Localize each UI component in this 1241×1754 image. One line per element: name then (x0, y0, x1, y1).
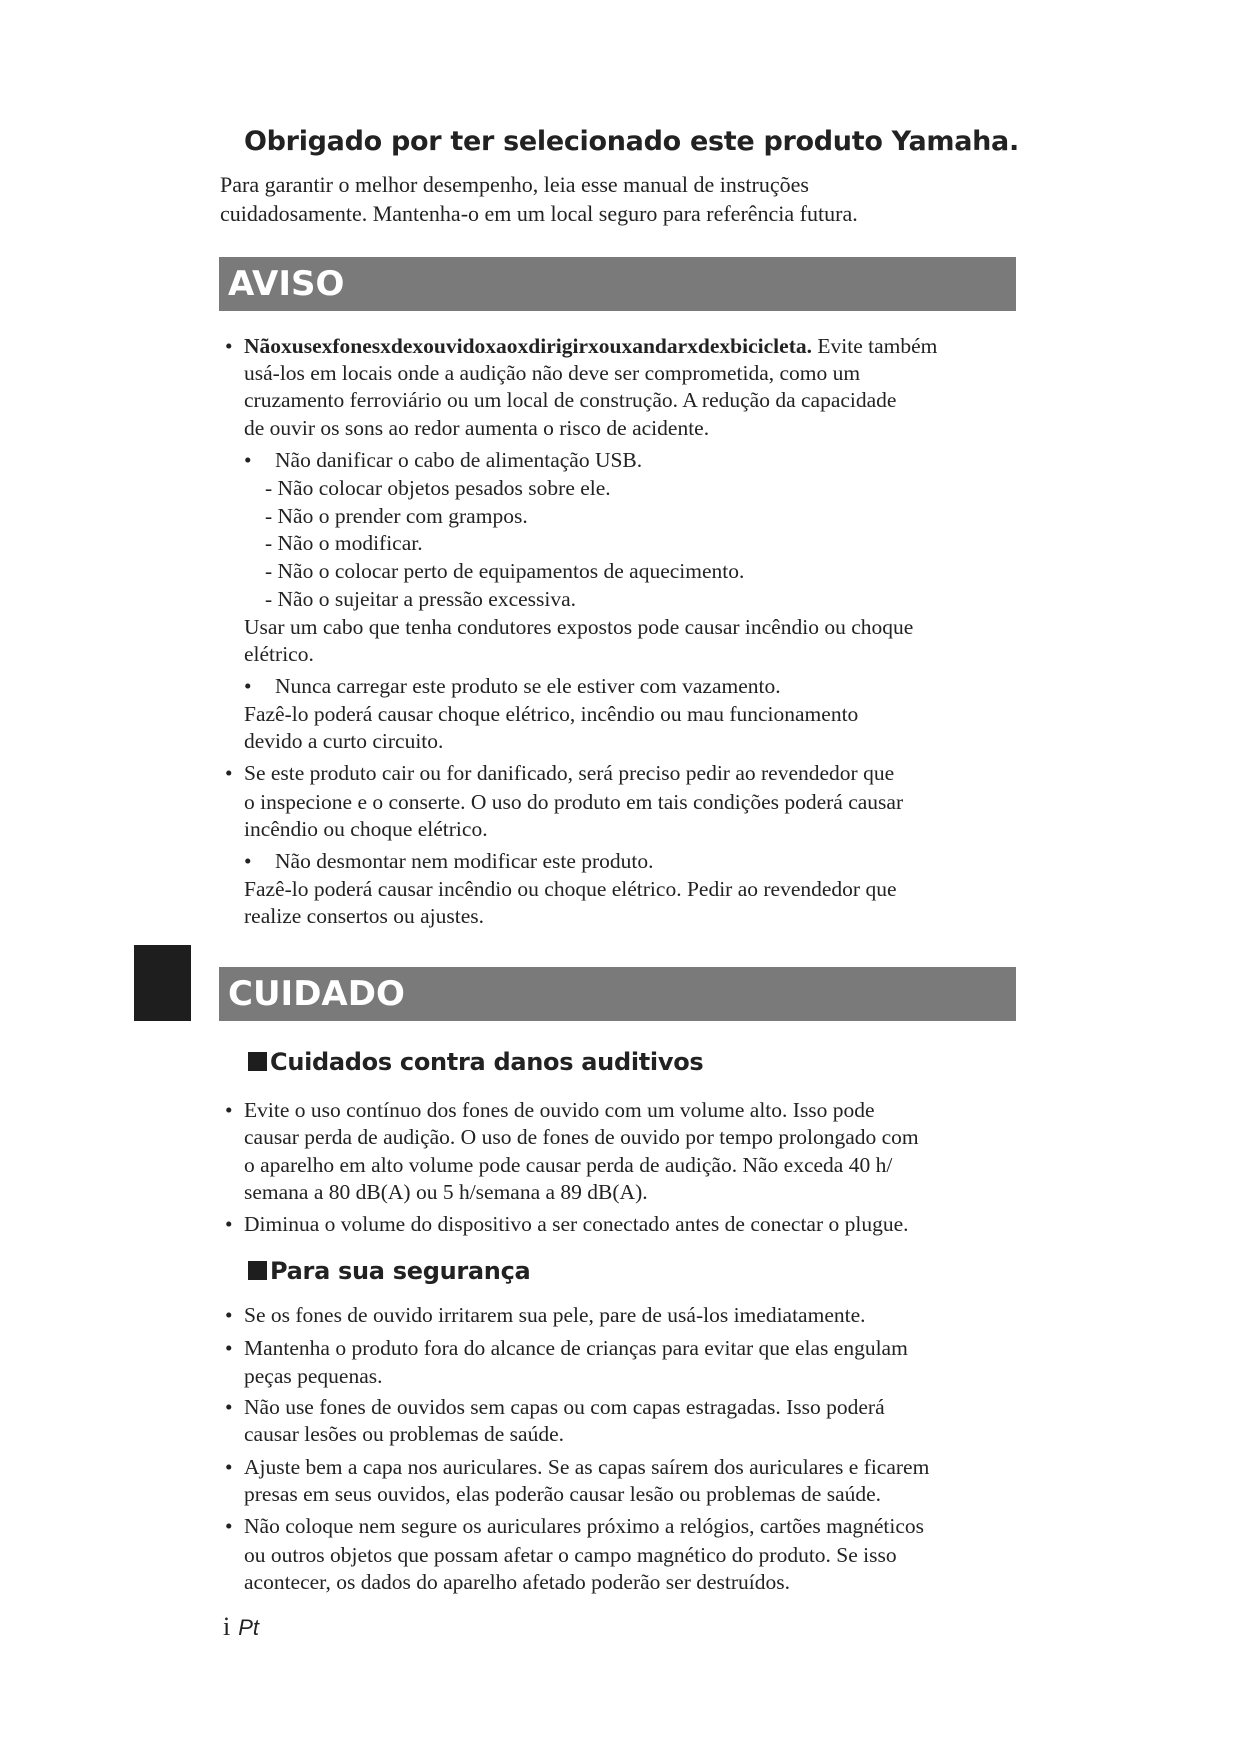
aviso-item-4-line: o inspecione e o conserte. O uso do produto em tais condições poderá causar (244, 790, 904, 814)
cuidado-item-line: causar perda de audição. O uso de fones de ouvido por tempo prolongado com (244, 1125, 919, 1149)
square-bullet-icon (248, 1261, 267, 1280)
bullet: • (225, 334, 233, 358)
aviso-item-2-line: elétrico. (244, 642, 314, 666)
aviso-item-3-head: Nunca carregar este produto se ele estiver com vazamento. (275, 674, 781, 698)
square-bullet-icon (248, 1052, 267, 1071)
cuidado-item-first-line: Não coloque nem segure os auriculares próximo a relógios, cartões magnéticos (244, 1514, 925, 1538)
cuidado-item-line: o aparelho em alto volume pode causar perda de audição. Não exceda 40 h/ (244, 1153, 893, 1177)
bullet: • (225, 1303, 233, 1327)
aviso-item-2-line: Usar um cabo que tenha condutores expostos pode causar incêndio ou choque (244, 615, 914, 639)
page-footer (223, 1612, 259, 1642)
cuidado-item-first-line: Não use fones de ouvidos sem capas ou com capas estragadas. Isso poderá (244, 1395, 885, 1419)
bullet: • (225, 761, 233, 785)
cuidado-item-first-line: Mantenha o produto fora do alcance de crianças para evitar que elas engulam (244, 1336, 908, 1360)
cuidado-item-line: ou outros objetos que possam afetar o campo magnético do produto. Se isso (244, 1543, 897, 1567)
cuidado-item-line: peças pequenas. (244, 1364, 383, 1388)
bullet: • (225, 1212, 233, 1236)
aviso-item-2-sub: - Não o prender com grampos. (265, 504, 528, 528)
page-number: i (223, 1612, 231, 1641)
aviso-heading: AVISO (219, 257, 1016, 311)
aviso-item-1-rest: Evite também (811, 334, 938, 358)
aviso-item-4-first-line: Se este produto cair ou for danificado, será preciso pedir ao revendedor que (244, 761, 895, 785)
aviso-item-2-sub: - Não o colocar perto de equipamentos de aquecimento. (265, 559, 745, 583)
aviso-item-4-line: incêndio ou choque elétrico. (244, 817, 488, 841)
cuidado-item-line: semana a 80 dB(A) ou 5 h/semana a 89 dB(A). (244, 1180, 648, 1204)
bullet: • (244, 849, 252, 873)
cuidado-heading: CUIDADO (219, 967, 1016, 1021)
bullet: • (225, 1455, 233, 1479)
bullet: • (244, 448, 252, 472)
aviso-item-2-head: Não danificar o cabo de alimentação USB. (275, 448, 643, 472)
cuidado-item-first-line: Ajuste bem a capa nos auriculares. Se as capas saírem dos auriculares e ficarem (244, 1455, 930, 1479)
bullet: • (225, 1514, 233, 1538)
cuidado-item-line: causar lesões ou problemas de saúde. (244, 1422, 565, 1446)
cuidado-subheading-hearing (248, 1048, 703, 1076)
intro-line: Para garantir o melhor desempenho, leia esse manual de instruções (220, 172, 809, 197)
side-tab-marker (134, 945, 191, 1021)
aviso-item-1-line: usá-los em locais onde a audição não deve ser comprometida, como um (244, 361, 861, 385)
intro-line: cuidadosamente. Mantenha-o em um local seguro para referência futura. (220, 201, 858, 226)
intro-paragraph (220, 170, 1020, 228)
page-title: Obrigado por ter selecionado este produto Yamaha. (244, 126, 1019, 157)
aviso-item-3-line: devido a curto circuito. (244, 729, 444, 753)
bullet: • (225, 1336, 233, 1360)
cuidado-subheading-safety (248, 1257, 530, 1285)
subheading-text: Cuidados contra danos auditivos (270, 1048, 704, 1076)
aviso-item-1-line: de ouvir os sons ao redor aumenta o risco de acidente. (244, 416, 710, 440)
aviso-item-2-sub: - Não o modificar. (265, 531, 423, 555)
aviso-item-5-line: realize consertos ou ajustes. (244, 904, 484, 928)
bullet: • (225, 1395, 233, 1419)
aviso-item-2-sub: - Não colocar objetos pesados sobre ele. (265, 476, 611, 500)
bullet: • (244, 674, 252, 698)
aviso-item-1-line: cruzamento ferroviário ou um local de construção. A redução da capacidade (244, 388, 897, 412)
aviso-item-5-head: Não desmontar nem modificar este produto. (275, 849, 654, 873)
aviso-item-2-sub: - Não o sujeitar a pressão excessiva. (265, 587, 577, 611)
subheading-text: Para sua segurança (270, 1257, 531, 1285)
language-code: Pt (238, 1615, 260, 1640)
aviso-item-1-bold: Nãoxusexfonesxdexouvidoxaoxdirigirxouxandarxdexbicicleta. (244, 334, 812, 358)
aviso-item-3-line: Fazê-lo poderá causar choque elétrico, incêndio ou mau funcionamento (244, 702, 859, 726)
aviso-item-1-first-line (244, 333, 937, 359)
cuidado-item-line: presas em seus ouvidos, elas poderão causar lesão ou problemas de saúde. (244, 1482, 882, 1506)
cuidado-item-first-line: Evite o uso contínuo dos fones de ouvido com um volume alto. Isso pode (244, 1098, 875, 1122)
aviso-item-5-line: Fazê-lo poderá causar incêndio ou choque elétrico. Pedir ao revendedor que (244, 877, 897, 901)
bullet: • (225, 1098, 233, 1122)
cuidado-item-line: acontecer, os dados do aparelho afetado poderão ser destruídos. (244, 1570, 790, 1594)
cuidado-item-first-line: Se os fones de ouvido irritarem sua pele, pare de usá-los imediatamente. (244, 1303, 866, 1327)
cuidado-item-first-line: Diminua o volume do dispositivo a ser conectado antes de conectar o plugue. (244, 1212, 909, 1236)
